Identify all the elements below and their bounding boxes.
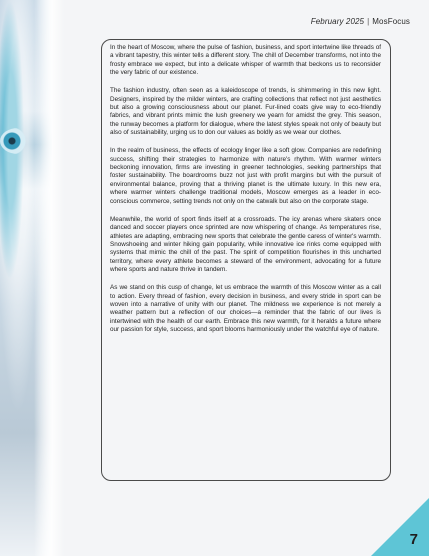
article-paragraph: In the heart of Moscow, where the pulse of fashion, business, and sport intertwine like threads of a vibrant tapestry, this winter tells a different story. The chill of December transforms, not into the frosty embrace we expect, but into a delicate whisper of warmth that beckons us to reconsider the very fabric of our existence. [110,44,381,77]
frost-fade [34,0,64,556]
article-paragraph: As we stand on this cusp of change, let us embrace the warmth of this Moscow winter as a call to action. Every thread of fashion, every decision in business, and every stride in sport can be woven into a narrative of unity with our planet. The mildness we experience is not merely a weather pattern but a reflection of our choices—a reminder that the fabric of our lives is intertwined with the health of our earth. Embrace this new warmth, for it heralds a future where our passion for style, success, and sport blooms harmoniously under the watchful eye of nature. [110,284,381,334]
page-header [311,17,410,26]
page-number: 7 [409,531,418,548]
header-separator: | [367,17,370,26]
article-paragraph: Meanwhile, the world of sport finds itself at a crossroads. The icy arenas where skaters once danced and soccer players once sprinted are now whispering of change. As temperatures rise, athletes are adapting, embracing new sports that celebrate the gentle caress of winter's warmth. Snowshoeing and winter hiking gain popularity, while innovative ice rinks come equipped with systems that mimic the chill of the past. The spirit of competition flourishes in this uncharted territory, where every athlete becomes a steward of the environment, advocating for a future where sports and nature thrive in tandem. [110,215,381,274]
issue-date: February 2025 [310,17,365,26]
article-paragraph: In the realm of business, the effects of ecology linger like a soft glow. Companies are redefining success, shifting their strategies to harmonize with nature's rhythm. With warmer winters beckoning innovation, firms are investing in greener technologies, seeking partnerships that foster sustainability. The boardrooms buzz not just with profit margins but with the pursuit of environmental balance, proving that a thriving planet is the ultimate luxury. In this new era, where warmer winters challenge traditional models, Moscow emerges as a leader in eco-conscious commerce, setting trends not only on the catwalk but also on the corporate stage. [110,147,381,205]
article-paragraph: The fashion industry, often seen as a kaleidoscope of trends, is shimmering in this new light. Designers, inspired by the milder winters, are crafting collections that reflect not just aesthetics but also a growing consciousness about our planet. Fur-lined coats give way to eco-friendly fabrics, and vibrant prints mimic the lush greenery we yearn for amidst the grey. This season, the runway becomes a platform for dialogue, where the latest styles speak not only of beauty but also of sustainability, urging us to don our values as boldly as we wear our clothes. [110,87,381,137]
eye-detail [0,128,36,154]
article-box [101,39,391,481]
corner-accent [371,498,429,556]
publication-name: MosFocus [372,17,410,26]
